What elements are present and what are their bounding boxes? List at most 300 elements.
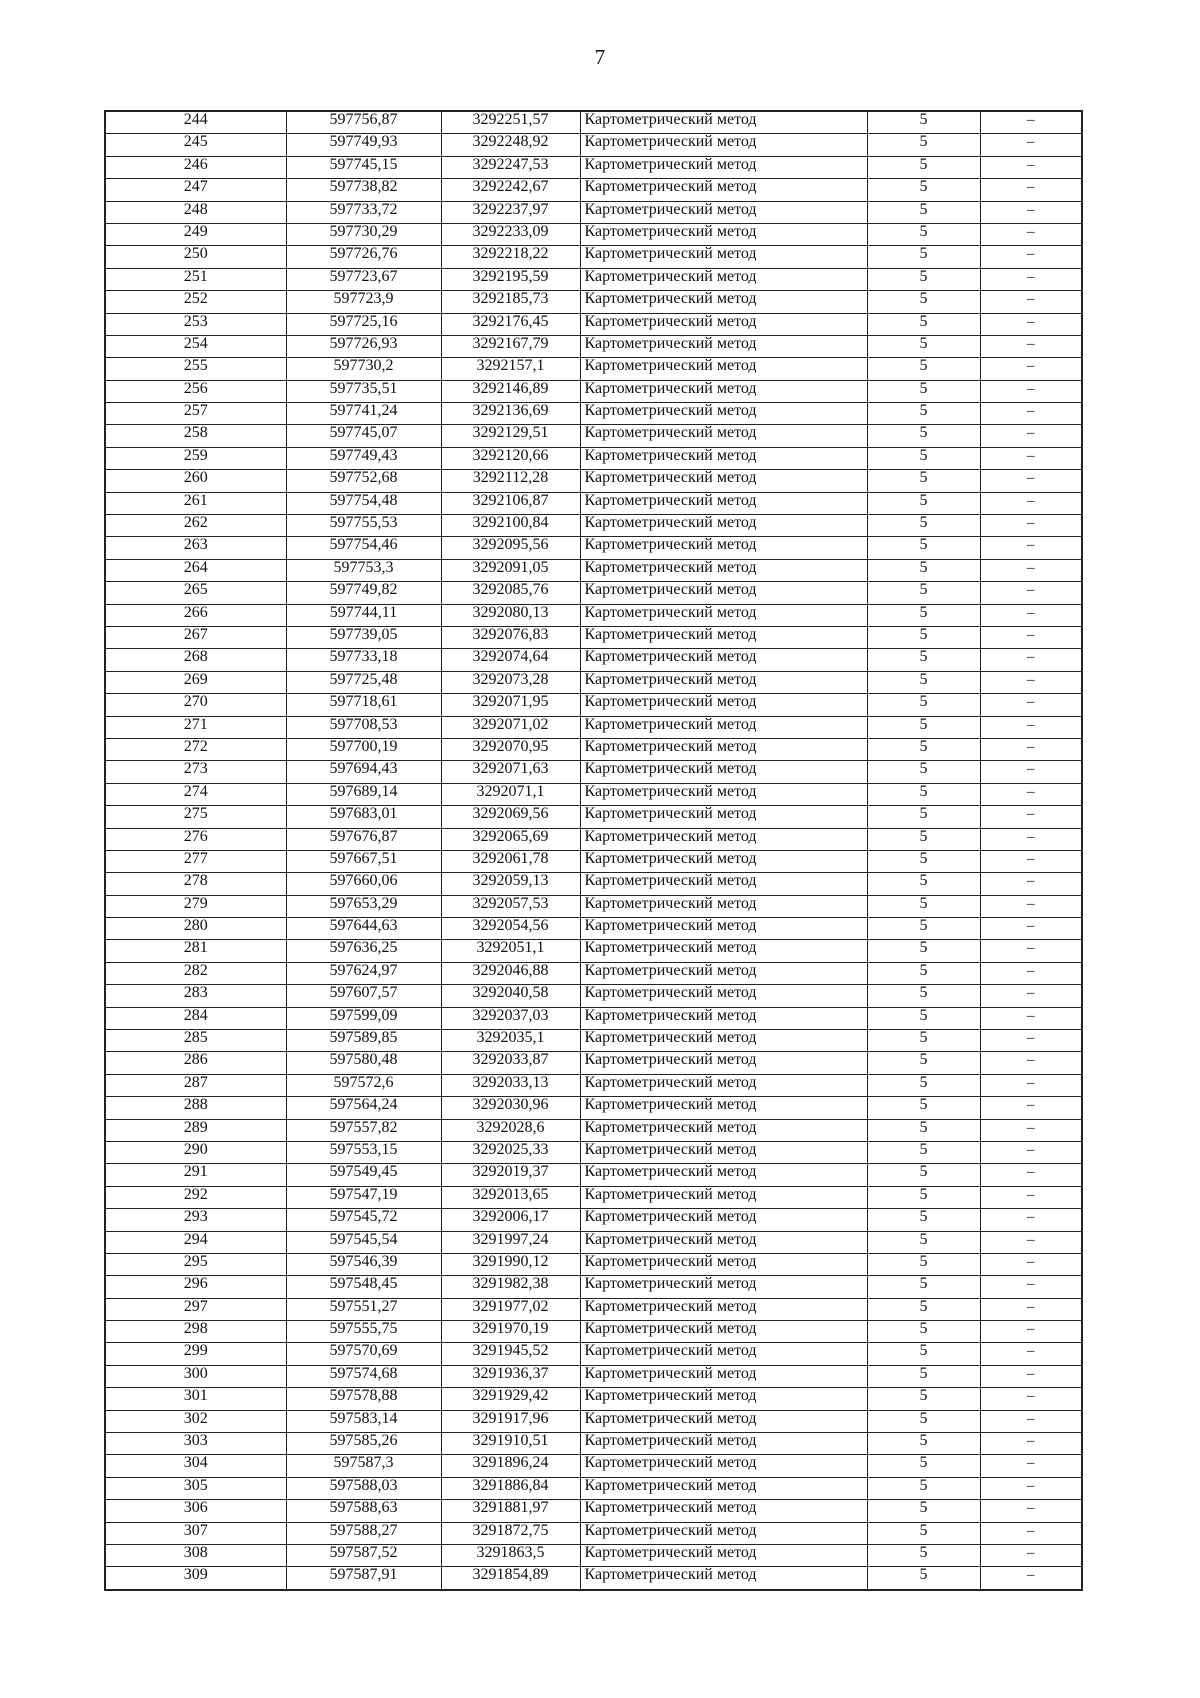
cell-note: – <box>980 761 1082 783</box>
cell-coord-y: 3292069,56 <box>441 806 580 828</box>
table-row <box>105 1253 1082 1275</box>
cell-coord-y: 3292218,22 <box>441 246 580 268</box>
cell-method: Картометрический метод <box>580 111 867 134</box>
cell-coord-y: 3292076,83 <box>441 626 580 648</box>
cell-coord-x: 597588,03 <box>286 1477 441 1499</box>
cell-accuracy: 5 <box>867 1365 980 1387</box>
table-row <box>105 985 1082 1007</box>
cell-accuracy: 5 <box>867 1186 980 1208</box>
cell-note: – <box>980 1545 1082 1567</box>
cell-coord-x: 597667,51 <box>286 850 441 872</box>
cell-coord-y: 3292120,66 <box>441 447 580 469</box>
cell-note: – <box>980 223 1082 245</box>
cell-method: Картометрический метод <box>580 1567 867 1590</box>
cell-accuracy: 5 <box>867 895 980 917</box>
table-row <box>105 604 1082 626</box>
cell-coord-x: 597755,53 <box>286 515 441 537</box>
cell-method: Картометрический метод <box>580 649 867 671</box>
table-row <box>105 1007 1082 1029</box>
cell-note: – <box>980 1186 1082 1208</box>
cell-point-number: 267 <box>105 626 286 648</box>
cell-point-number: 246 <box>105 156 286 178</box>
cell-method: Картометрический метод <box>580 1119 867 1141</box>
cell-point-number: 269 <box>105 671 286 693</box>
cell-coord-y: 3292028,6 <box>441 1119 580 1141</box>
cell-coord-x: 597708,53 <box>286 716 441 738</box>
cell-note: – <box>980 537 1082 559</box>
cell-coord-y: 3292233,09 <box>441 223 580 245</box>
table-row <box>105 783 1082 805</box>
cell-coord-y: 3291970,19 <box>441 1321 580 1343</box>
cell-note: – <box>980 895 1082 917</box>
cell-method: Картометрический метод <box>580 291 867 313</box>
cell-accuracy: 5 <box>867 380 980 402</box>
cell-note: – <box>980 447 1082 469</box>
cell-method: Картометрический метод <box>580 492 867 514</box>
cell-accuracy: 5 <box>867 111 980 134</box>
cell-method: Картометрический метод <box>580 895 867 917</box>
cell-coord-x: 597726,93 <box>286 335 441 357</box>
cell-accuracy: 5 <box>867 1500 980 1522</box>
cell-note: – <box>980 1455 1082 1477</box>
cell-accuracy: 5 <box>867 1321 980 1343</box>
cell-method: Картометрический метод <box>580 1209 867 1231</box>
cell-accuracy: 5 <box>867 806 980 828</box>
cell-accuracy: 5 <box>867 1253 980 1275</box>
cell-coord-x: 597749,93 <box>286 134 441 156</box>
cell-coord-y: 3292070,95 <box>441 738 580 760</box>
cell-accuracy: 5 <box>867 1276 980 1298</box>
cell-accuracy: 5 <box>867 1343 980 1365</box>
cell-coord-x: 597644,63 <box>286 918 441 940</box>
cell-point-number: 250 <box>105 246 286 268</box>
cell-coord-x: 597587,3 <box>286 1455 441 1477</box>
cell-note: – <box>980 918 1082 940</box>
cell-note: – <box>980 738 1082 760</box>
cell-accuracy: 5 <box>867 1052 980 1074</box>
cell-point-number: 249 <box>105 223 286 245</box>
cell-coord-x: 597739,05 <box>286 626 441 648</box>
cell-accuracy: 5 <box>867 1455 980 1477</box>
cell-coord-x: 597749,43 <box>286 447 441 469</box>
table-row <box>105 246 1082 268</box>
cell-note: – <box>980 626 1082 648</box>
page-number: 7 <box>594 45 606 69</box>
cell-method: Картометрический метод <box>580 962 867 984</box>
cell-coord-x: 597587,91 <box>286 1567 441 1590</box>
cell-method: Картометрический метод <box>580 761 867 783</box>
cell-note: – <box>980 604 1082 626</box>
cell-accuracy: 5 <box>867 626 980 648</box>
cell-coord-x: 597723,9 <box>286 291 441 313</box>
cell-accuracy: 5 <box>867 403 980 425</box>
cell-coord-y: 3292085,76 <box>441 582 580 604</box>
cell-method: Картометрический метод <box>580 515 867 537</box>
cell-coord-y: 3292091,05 <box>441 559 580 581</box>
cell-coord-y: 3291854,89 <box>441 1567 580 1590</box>
cell-accuracy: 5 <box>867 1209 980 1231</box>
cell-point-number: 264 <box>105 559 286 581</box>
cell-method: Картометрический метод <box>580 425 867 447</box>
cell-coord-x: 597578,88 <box>286 1388 441 1410</box>
cell-point-number: 293 <box>105 1209 286 1231</box>
cell-coord-y: 3292080,13 <box>441 604 580 626</box>
table-row <box>105 403 1082 425</box>
cell-method: Картометрический метод <box>580 268 867 290</box>
cell-coord-y: 3291863,5 <box>441 1545 580 1567</box>
cell-coord-x: 597733,72 <box>286 201 441 223</box>
cell-note: – <box>980 358 1082 380</box>
cell-coord-y: 3292057,53 <box>441 895 580 917</box>
cell-method: Картометрический метод <box>580 134 867 156</box>
cell-coord-y: 3291881,97 <box>441 1500 580 1522</box>
cell-point-number: 261 <box>105 492 286 514</box>
cell-coord-y: 3292100,84 <box>441 515 580 537</box>
cell-point-number: 286 <box>105 1052 286 1074</box>
cell-coord-x: 597735,51 <box>286 380 441 402</box>
cell-method: Картометрический метод <box>580 873 867 895</box>
cell-coord-x: 597745,07 <box>286 425 441 447</box>
cell-coord-x: 597726,76 <box>286 246 441 268</box>
cell-accuracy: 5 <box>867 492 980 514</box>
cell-point-number: 268 <box>105 649 286 671</box>
table-row <box>105 1455 1082 1477</box>
cell-accuracy: 5 <box>867 1164 980 1186</box>
table-row <box>105 358 1082 380</box>
cell-method: Картометрический метод <box>580 1052 867 1074</box>
cell-point-number: 280 <box>105 918 286 940</box>
table-row <box>105 425 1082 447</box>
cell-note: – <box>980 1253 1082 1275</box>
cell-coord-y: 3292006,17 <box>441 1209 580 1231</box>
cell-coord-y: 3292030,96 <box>441 1097 580 1119</box>
cell-note: – <box>980 1276 1082 1298</box>
table-row <box>105 1410 1082 1432</box>
cell-accuracy: 5 <box>867 1433 980 1455</box>
table-row <box>105 626 1082 648</box>
cell-point-number: 290 <box>105 1141 286 1163</box>
cell-note: – <box>980 940 1082 962</box>
cell-point-number: 262 <box>105 515 286 537</box>
cell-accuracy: 5 <box>867 291 980 313</box>
cell-method: Картометрический метод <box>580 806 867 828</box>
cell-point-number: 257 <box>105 403 286 425</box>
cell-method: Картометрический метод <box>580 1321 867 1343</box>
cell-method: Картометрический метод <box>580 1433 867 1455</box>
cell-accuracy: 5 <box>867 134 980 156</box>
cell-coord-x: 597718,61 <box>286 694 441 716</box>
table-row <box>105 559 1082 581</box>
cell-coord-y: 3291977,02 <box>441 1298 580 1320</box>
cell-method: Картометрический метод <box>580 783 867 805</box>
cell-method: Картометрический метод <box>580 537 867 559</box>
cell-point-number: 299 <box>105 1343 286 1365</box>
cell-point-number: 274 <box>105 783 286 805</box>
cell-note: – <box>980 1522 1082 1544</box>
cell-method: Картометрический метод <box>580 1097 867 1119</box>
cell-coord-x: 597624,97 <box>286 962 441 984</box>
cell-accuracy: 5 <box>867 1231 980 1253</box>
cell-coord-x: 597689,14 <box>286 783 441 805</box>
cell-accuracy: 5 <box>867 537 980 559</box>
table-row <box>105 111 1082 134</box>
cell-point-number: 248 <box>105 201 286 223</box>
cell-note: – <box>980 201 1082 223</box>
cell-accuracy: 5 <box>867 223 980 245</box>
cell-coord-y: 3291917,96 <box>441 1410 580 1432</box>
cell-note: – <box>980 582 1082 604</box>
table-row <box>105 313 1082 335</box>
cell-coord-x: 597723,67 <box>286 268 441 290</box>
table-row <box>105 895 1082 917</box>
cell-coord-x: 597741,24 <box>286 403 441 425</box>
cell-coord-y: 3292019,37 <box>441 1164 580 1186</box>
cell-accuracy: 5 <box>867 425 980 447</box>
cell-note: – <box>980 179 1082 201</box>
cell-point-number: 263 <box>105 537 286 559</box>
cell-coord-y: 3292054,56 <box>441 918 580 940</box>
cell-coord-x: 597660,06 <box>286 873 441 895</box>
cell-coord-x: 597754,48 <box>286 492 441 514</box>
table-row <box>105 470 1082 492</box>
cell-coord-y: 3292033,13 <box>441 1074 580 1096</box>
cell-method: Картометрический метод <box>580 604 867 626</box>
cell-coord-y: 3292195,59 <box>441 268 580 290</box>
cell-accuracy: 5 <box>867 447 980 469</box>
cell-coord-x: 597564,24 <box>286 1097 441 1119</box>
cell-coord-x: 597754,46 <box>286 537 441 559</box>
table-row <box>105 492 1082 514</box>
cell-accuracy: 5 <box>867 783 980 805</box>
cell-coord-y: 3292013,65 <box>441 1186 580 1208</box>
cell-note: – <box>980 1567 1082 1590</box>
cell-point-number: 255 <box>105 358 286 380</box>
cell-coord-x: 597738,82 <box>286 179 441 201</box>
cell-note: – <box>980 1074 1082 1096</box>
table-row <box>105 1321 1082 1343</box>
cell-note: – <box>980 1477 1082 1499</box>
cell-accuracy: 5 <box>867 1007 980 1029</box>
cell-note: – <box>980 1119 1082 1141</box>
cell-coord-x: 597589,85 <box>286 1030 441 1052</box>
cell-note: – <box>980 156 1082 178</box>
cell-coord-y: 3292025,33 <box>441 1141 580 1163</box>
cell-note: – <box>980 1097 1082 1119</box>
table-row <box>105 1231 1082 1253</box>
cell-coord-y: 3291872,75 <box>441 1522 580 1544</box>
cell-point-number: 291 <box>105 1164 286 1186</box>
cell-note: – <box>980 985 1082 1007</box>
cell-coord-x: 597607,57 <box>286 985 441 1007</box>
cell-accuracy: 5 <box>867 918 980 940</box>
table-row <box>105 1522 1082 1544</box>
cell-note: – <box>980 515 1082 537</box>
cell-note: – <box>980 1164 1082 1186</box>
cell-accuracy: 5 <box>867 470 980 492</box>
cell-point-number: 287 <box>105 1074 286 1096</box>
cell-method: Картометрический метод <box>580 1007 867 1029</box>
table-row <box>105 1433 1082 1455</box>
cell-point-number: 266 <box>105 604 286 626</box>
cell-point-number: 298 <box>105 1321 286 1343</box>
cell-coord-y: 3292046,88 <box>441 962 580 984</box>
cell-coord-y: 3292035,1 <box>441 1030 580 1052</box>
cell-coord-x: 597733,18 <box>286 649 441 671</box>
cell-coord-y: 3291936,37 <box>441 1365 580 1387</box>
cell-note: – <box>980 134 1082 156</box>
cell-point-number: 277 <box>105 850 286 872</box>
cell-point-number: 276 <box>105 828 286 850</box>
table-row <box>105 268 1082 290</box>
cell-coord-y: 3292037,03 <box>441 1007 580 1029</box>
cell-method: Картометрический метод <box>580 358 867 380</box>
cell-accuracy: 5 <box>867 962 980 984</box>
cell-note: – <box>980 806 1082 828</box>
cell-method: Картометрический метод <box>580 1455 867 1477</box>
cell-point-number: 256 <box>105 380 286 402</box>
cell-coord-y: 3292242,67 <box>441 179 580 201</box>
cell-coord-x: 597730,2 <box>286 358 441 380</box>
cell-point-number: 304 <box>105 1455 286 1477</box>
table-row <box>105 940 1082 962</box>
cell-point-number: 271 <box>105 716 286 738</box>
cell-coord-y: 3291910,51 <box>441 1433 580 1455</box>
cell-accuracy: 5 <box>867 671 980 693</box>
cell-coord-x: 597700,19 <box>286 738 441 760</box>
table-row <box>105 1209 1082 1231</box>
cell-coord-y: 3292074,64 <box>441 649 580 671</box>
table-row <box>105 134 1082 156</box>
cell-note: – <box>980 246 1082 268</box>
cell-method: Картометрический метод <box>580 246 867 268</box>
cell-point-number: 284 <box>105 1007 286 1029</box>
cell-point-number: 294 <box>105 1231 286 1253</box>
table-row <box>105 806 1082 828</box>
table-row <box>105 918 1082 940</box>
cell-method: Картометрический метод <box>580 1164 867 1186</box>
table-row <box>105 582 1082 604</box>
table-row <box>105 335 1082 357</box>
cell-note: – <box>980 716 1082 738</box>
cell-point-number: 309 <box>105 1567 286 1590</box>
table-row <box>105 223 1082 245</box>
cell-point-number: 285 <box>105 1030 286 1052</box>
cell-accuracy: 5 <box>867 1567 980 1590</box>
cell-method: Картометрический метод <box>580 470 867 492</box>
cell-coord-x: 597725,48 <box>286 671 441 693</box>
cell-accuracy: 5 <box>867 1074 980 1096</box>
cell-note: – <box>980 850 1082 872</box>
cell-coord-x: 597588,27 <box>286 1522 441 1544</box>
cell-coord-x: 597555,75 <box>286 1321 441 1343</box>
cell-coord-y: 3291945,52 <box>441 1343 580 1365</box>
cell-note: – <box>980 873 1082 895</box>
cell-note: – <box>980 1298 1082 1320</box>
cell-method: Картометрический метод <box>580 850 867 872</box>
cell-note: – <box>980 403 1082 425</box>
cell-accuracy: 5 <box>867 559 980 581</box>
cell-point-number: 302 <box>105 1410 286 1432</box>
cell-coord-y: 3292247,53 <box>441 156 580 178</box>
cell-coord-y: 3292167,79 <box>441 335 580 357</box>
cell-accuracy: 5 <box>867 515 980 537</box>
cell-method: Картометрический метод <box>580 828 867 850</box>
cell-coord-x: 597745,15 <box>286 156 441 178</box>
cell-point-number: 254 <box>105 335 286 357</box>
cell-coord-x: 597752,68 <box>286 470 441 492</box>
cell-method: Картометрический метод <box>580 940 867 962</box>
table-row <box>105 1074 1082 1096</box>
cell-coord-y: 3292033,87 <box>441 1052 580 1074</box>
cell-note: – <box>980 962 1082 984</box>
cell-point-number: 259 <box>105 447 286 469</box>
cell-coord-y: 3291929,42 <box>441 1388 580 1410</box>
table-row <box>105 291 1082 313</box>
cell-coord-x: 597599,09 <box>286 1007 441 1029</box>
cell-coord-x: 597545,54 <box>286 1231 441 1253</box>
cell-point-number: 252 <box>105 291 286 313</box>
cell-coord-x: 597683,01 <box>286 806 441 828</box>
cell-method: Картометрический метод <box>580 1365 867 1387</box>
cell-method: Картометрический метод <box>580 1253 867 1275</box>
coordinates-table <box>104 110 1083 1591</box>
cell-method: Картометрический метод <box>580 179 867 201</box>
cell-accuracy: 5 <box>867 1030 980 1052</box>
cell-accuracy: 5 <box>867 985 980 1007</box>
table-row <box>105 1298 1082 1320</box>
cell-coord-y: 3292071,95 <box>441 694 580 716</box>
cell-method: Картометрический метод <box>580 403 867 425</box>
cell-note: – <box>980 1500 1082 1522</box>
cell-accuracy: 5 <box>867 850 980 872</box>
cell-method: Картометрический метод <box>580 1500 867 1522</box>
table-row <box>105 1164 1082 1186</box>
cell-method: Картометрический метод <box>580 1030 867 1052</box>
cell-coord-x: 597749,82 <box>286 582 441 604</box>
cell-coord-y: 3292146,89 <box>441 380 580 402</box>
table-row <box>105 716 1082 738</box>
cell-method: Картометрический метод <box>580 156 867 178</box>
cell-method: Картометрический метод <box>580 1388 867 1410</box>
table-row <box>105 1186 1082 1208</box>
cell-method: Картометрический метод <box>580 582 867 604</box>
cell-coord-y: 3292248,92 <box>441 134 580 156</box>
cell-method: Картометрический метод <box>580 1298 867 1320</box>
cell-accuracy: 5 <box>867 1545 980 1567</box>
cell-coord-x: 597730,29 <box>286 223 441 245</box>
cell-note: – <box>980 828 1082 850</box>
cell-note: – <box>980 1052 1082 1074</box>
cell-note: – <box>980 1209 1082 1231</box>
table-row <box>105 1567 1082 1590</box>
cell-method: Картометрический метод <box>580 559 867 581</box>
cell-point-number: 247 <box>105 179 286 201</box>
cell-note: – <box>980 1343 1082 1365</box>
cell-method: Картометрический метод <box>580 1522 867 1544</box>
cell-point-number: 281 <box>105 940 286 962</box>
cell-coord-y: 3292251,57 <box>441 111 580 134</box>
table-row <box>105 1343 1082 1365</box>
cell-point-number: 245 <box>105 134 286 156</box>
cell-coord-x: 597580,48 <box>286 1052 441 1074</box>
cell-coord-x: 597636,25 <box>286 940 441 962</box>
cell-method: Картометрический метод <box>580 1074 867 1096</box>
table-row <box>105 380 1082 402</box>
cell-note: – <box>980 335 1082 357</box>
cell-coord-x: 597583,14 <box>286 1410 441 1432</box>
cell-coord-x: 597553,15 <box>286 1141 441 1163</box>
cell-coord-y: 3291990,12 <box>441 1253 580 1275</box>
